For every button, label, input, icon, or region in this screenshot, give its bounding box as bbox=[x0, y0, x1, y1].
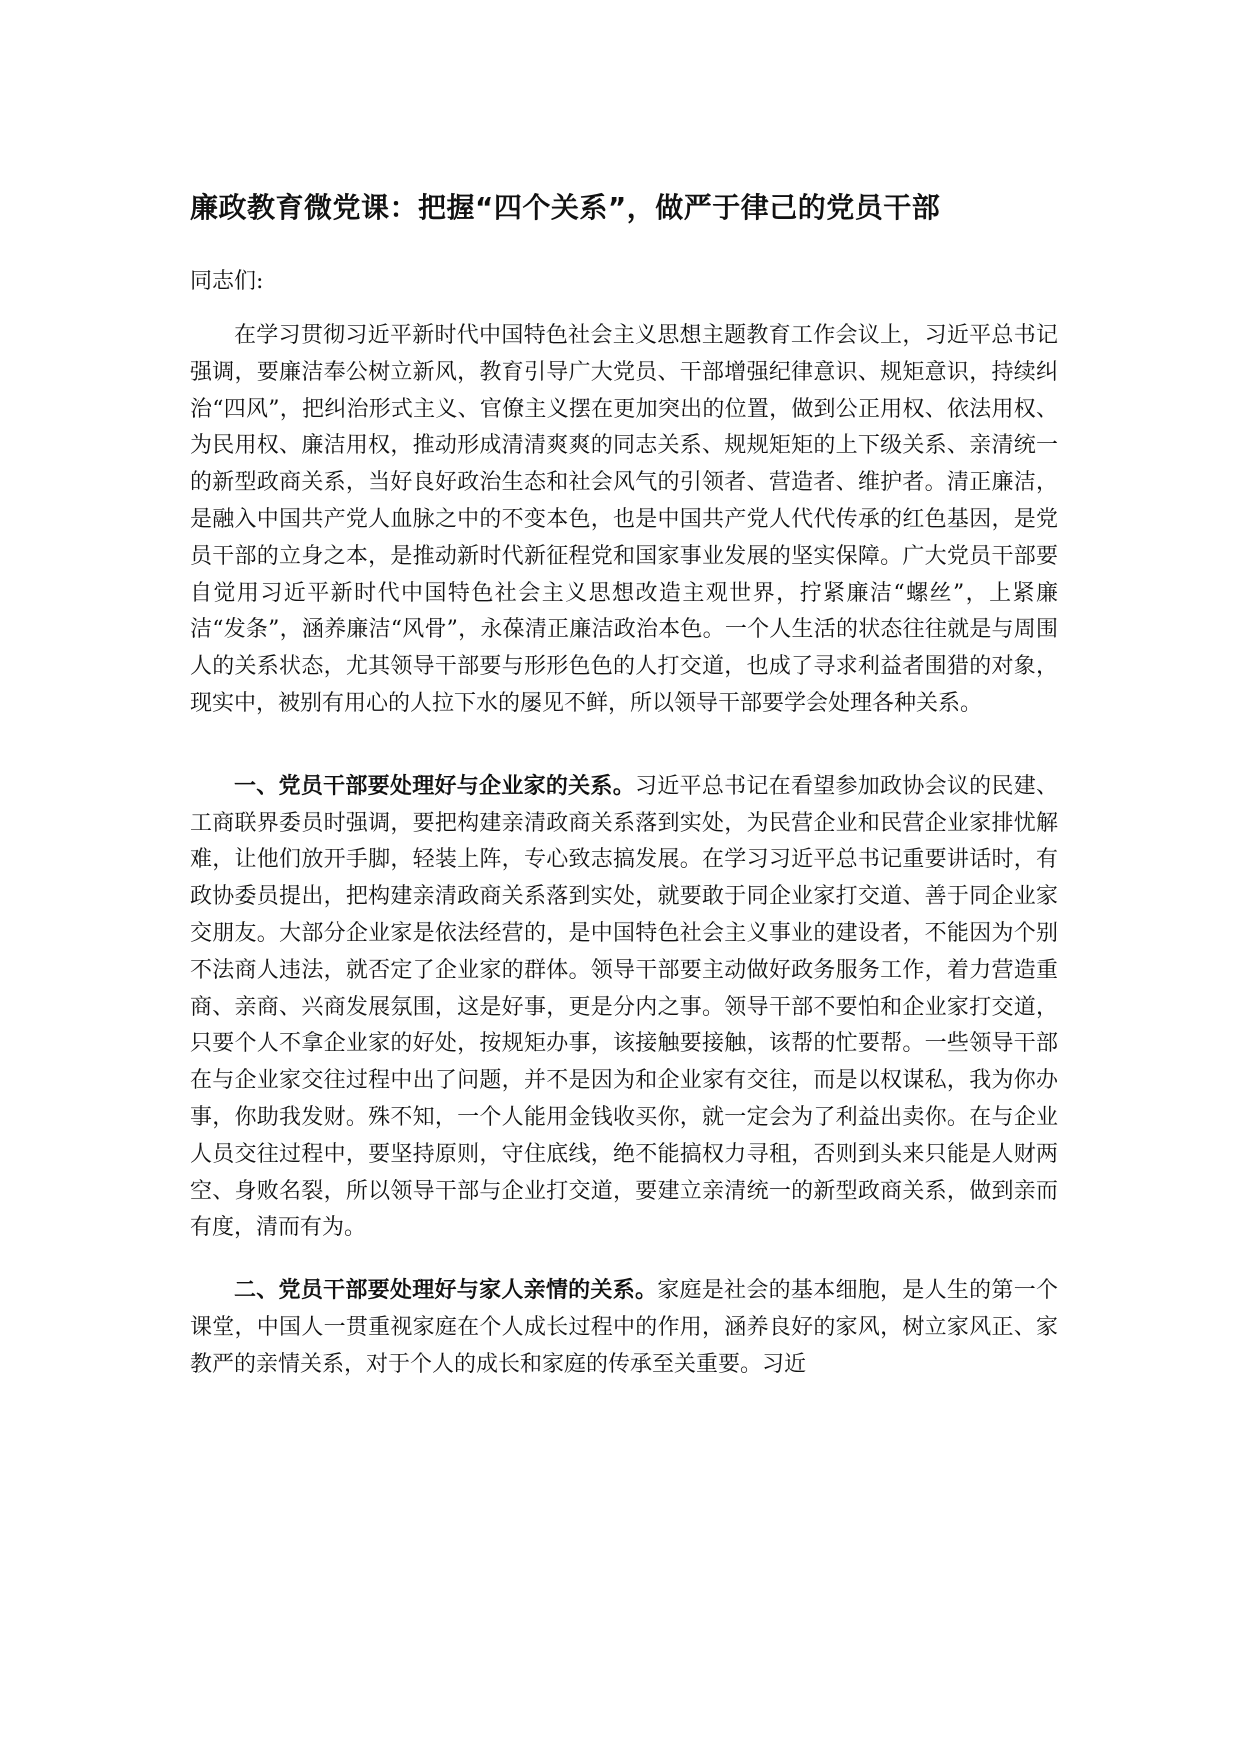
section-2-paragraph bbox=[190, 1273, 1058, 1383]
section-1-paragraph bbox=[190, 769, 1058, 1247]
section-1-heading: 一、党员干部要处理好与企业家的关系。 bbox=[234, 773, 635, 799]
section-2-text: 家庭是社会的基本细胞，是人生的第一个课堂，中国人一贯重视家庭在个人成长过程中的作用，涵养良好的家风，树立家风正、家教严的亲情关系，对于个人的成长和家庭的传承至关重要。习近 bbox=[190, 1278, 1058, 1377]
document-title: 廉政教育微党课：把握“四个关系”，做严于律己的党员干部 bbox=[190, 191, 941, 224]
section-1-text: 习近平总书记在看望参加政协会议的民建、工商联界委员时强调，要把构建亲清政商关系落到实处，为民营企业和民营企业家排忧解难，让他们放开手脚，轻装上阵，专心致志搞发展。在学习习近平总书记重要讲话时，有政协委员提出，把构建亲清政商关系落到实处，就要敢于同企业家打交道、善于同企业家交朋友。大部分企业家是依法经营的，是中国特色社会主义事业的建设者，不能因为个别不法商人违法，就否定了企业家的群体。领导干部要主动做好政务服务工作，着力营造重商、亲商、兴商发展氛围，这是好事，更是分内之事。领导干部不要怕和企业家打交道，只要个人不拿企业家的好处，按规矩办事，该接触要接触，该帮的忙要帮。一些领导干部在与企业家交往过程中出了问题，并不是因为和企业家有交往，而是以权谋私，我为你办事，你助我发财。殊不知，一个人能用金钱收买你，就一定会为了利益出卖你。在与企业人员交往过程中，要坚持原则，守住底线，绝不能搞权力寻租，否则到头来只能是人财两空、身败名裂，所以领导干部与企业打交道，要建立亲清统一的新型政商关系，做到亲而有度，清而有为。 bbox=[190, 773, 1058, 1241]
intro-paragraph: 在学习贯彻习近平新时代中国特色社会主义思想主题教育工作会议上，习近平总书记强调，要廉洁奉公树立新风，教育引导广大党员、干部增强纪律意识、规矩意识，持续纠治“四风”，把纠治形式主义、官僚主义摆在更加突出的位置，做到公正用权、依法用权、为民用权、廉洁用权，推动形成清清爽爽的同志关系、规规矩矩的上下级关系、亲清统一的新型政商关系，当好良好政治生态和社会风气的引领者、营造者、维护者。清正廉洁，是融入中国共产党人血脉之中的不变本色，也是中国共产党人代代传承的红色基因，是党员干部的立身之本，是推动新时代新征程党和国家事业发展的坚实保障。广大党员干部要自觉用习近平新时代中国特色社会主义思想改造主观世界，拧紧廉洁“螺丝”，上紧廉洁“发条”，涵养廉洁“风骨”，永葆清正廉洁政治本色。一个人生活的状态往往就是与周围人的关系状态，尤其领导干部要与形形色色的人打交道，也成了寻求利益者围猎的对象，现实中，被别有用心的人拉下水的屡见不鲜，所以领导干部要学会处理各种关系。 bbox=[190, 323, 1058, 716]
document-body bbox=[190, 188, 1058, 1384]
section-2-heading: 二、党员干部要处理好与家人亲情的关系。 bbox=[234, 1278, 658, 1304]
greeting: 同志们: bbox=[190, 269, 264, 294]
